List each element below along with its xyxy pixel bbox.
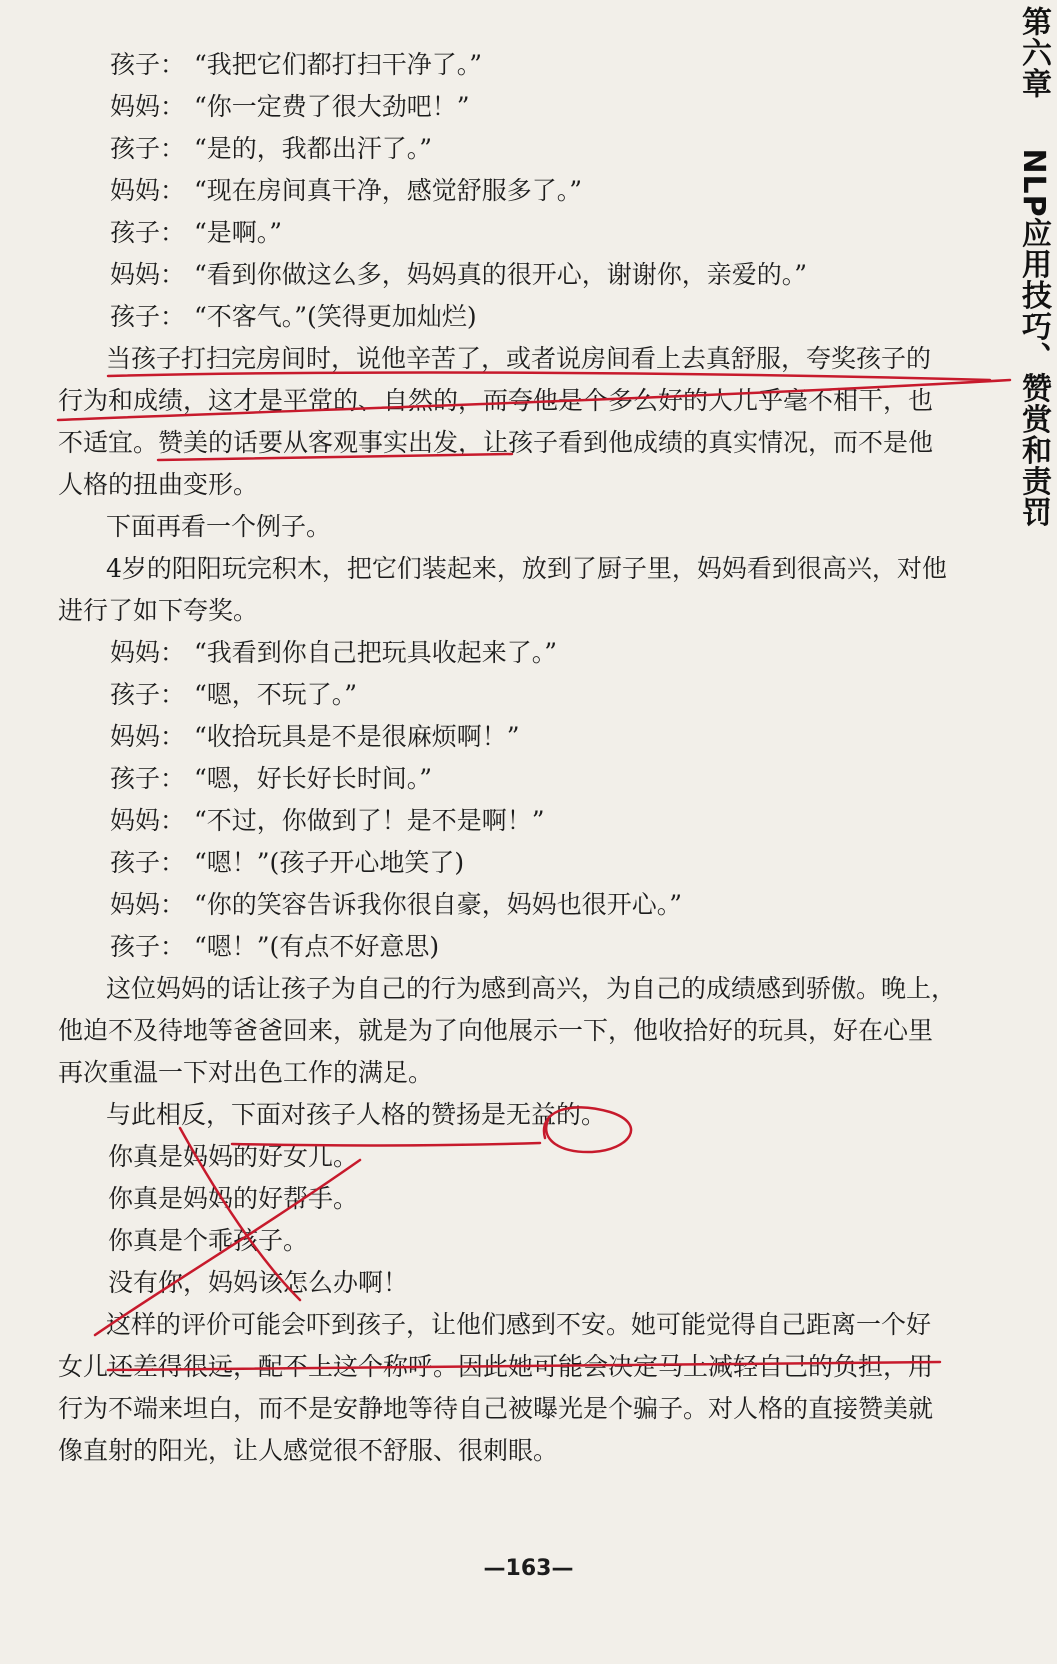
dialog-line bbox=[58, 884, 998, 926]
speaker: 妈妈： bbox=[110, 260, 186, 289]
paragraph-contrast bbox=[58, 1094, 998, 1136]
dialog-line bbox=[58, 170, 998, 212]
utterance: “我看到你自己把玩具收起来了。” bbox=[194, 638, 558, 667]
speaker: 孩子： bbox=[110, 932, 186, 961]
speaker: 孩子： bbox=[110, 302, 186, 331]
utterance: “你一定费了很大劲吧！” bbox=[194, 92, 470, 121]
speaker: 妈妈： bbox=[110, 890, 186, 919]
utterance: “是的，我都出汗了。” bbox=[194, 134, 433, 163]
dialog-line bbox=[58, 926, 998, 968]
speaker: 妈妈： bbox=[110, 806, 186, 835]
example-line: 你真是妈妈的好帮手。 bbox=[108, 1184, 359, 1213]
paragraph-line: 人格的扭曲变形。 bbox=[58, 470, 259, 499]
speaker: 孩子： bbox=[110, 50, 186, 79]
chapter-number: 第六章 bbox=[1016, 6, 1051, 99]
paragraph-line: 女儿还差得很远，配不上这个称呼。因此她可能会决定马上减轻自己的负担，用 bbox=[58, 1352, 934, 1381]
bad-praise-examples bbox=[58, 1136, 998, 1304]
dialog-line bbox=[58, 128, 998, 170]
dialog-line bbox=[58, 800, 998, 842]
utterance: “我把它们都打扫干净了。” bbox=[194, 50, 483, 79]
utterance: “嗯，不玩了。” bbox=[194, 680, 358, 709]
utterance: “收拾玩具是不是很麻烦啊！” bbox=[194, 722, 520, 751]
speaker: 孩子： bbox=[110, 218, 186, 247]
dialog-line bbox=[58, 44, 998, 86]
paragraph-praise-behavior bbox=[58, 338, 998, 506]
utterance: “嗯！”(孩子开心地笑了) bbox=[194, 848, 465, 877]
paragraph-mother-effect bbox=[58, 968, 998, 1094]
speaker: 妈妈： bbox=[110, 176, 186, 205]
paragraph-line: 与此相反，下面对孩子人格的赞扬是无益的。 bbox=[106, 1100, 607, 1129]
example-line: 你真是个乖孩子。 bbox=[108, 1226, 309, 1255]
speaker: 孩子： bbox=[110, 764, 186, 793]
utterance: “看到你做这么多，妈妈真的很开心，谢谢你，亲爱的。” bbox=[194, 260, 808, 289]
page-body bbox=[58, 44, 998, 1472]
utterance: “你的笑容告诉我你很自豪，妈妈也很开心。” bbox=[194, 890, 683, 919]
speaker: 妈妈： bbox=[110, 92, 186, 121]
dialog-line bbox=[58, 632, 998, 674]
dialog-line bbox=[58, 86, 998, 128]
paragraph-line: 他迫不及待地等爸爸回来，就是为了向他展示一下，他收拾好的玩具，好在心里 bbox=[58, 1016, 934, 1045]
speaker: 孩子： bbox=[110, 848, 186, 877]
chapter-title: NLP应用技巧、赞赏和责罚 bbox=[1016, 148, 1051, 528]
dialog-line bbox=[58, 254, 998, 296]
dialog-block-1 bbox=[58, 44, 998, 338]
paragraph-line: 进行了如下夸奖。 bbox=[58, 596, 259, 625]
paragraph-conclusion bbox=[58, 1304, 998, 1472]
example-line: 没有你，妈妈该怎么办啊！ bbox=[108, 1268, 409, 1297]
paragraph-line: 这位妈妈的话让孩子为自己的行为感到高兴，为自己的成绩感到骄傲。晚上， bbox=[106, 974, 957, 1003]
paragraph-yangyang bbox=[58, 548, 998, 632]
utterance: “嗯！”(有点不好意思) bbox=[194, 932, 440, 961]
paragraph-line: 不适宜。赞美的话要从客观事实出发，让孩子看到他成绩的真实情况，而不是他 bbox=[58, 428, 934, 457]
speaker: 孩子： bbox=[110, 680, 186, 709]
paragraph-line: 这样的评价可能会吓到孩子，让他们感到不安。她可能觉得自己距离一个好 bbox=[106, 1310, 932, 1339]
paragraph-line: 下面再看一个例子。 bbox=[106, 512, 332, 541]
dialog-line bbox=[58, 674, 998, 716]
speaker: 孩子： bbox=[110, 134, 186, 163]
page-number: —163— bbox=[483, 1556, 574, 1581]
paragraph-line: 当孩子打扫完房间时，说他辛苦了，或者说房间看上去真舒服，夸奖孩子的 bbox=[106, 344, 932, 373]
dialog-line bbox=[58, 212, 998, 254]
utterance: “不过，你做到了！是不是啊！” bbox=[194, 806, 545, 835]
chapter-side-header bbox=[1013, 6, 1053, 528]
utterance: “嗯，好长好长时间。” bbox=[194, 764, 433, 793]
paragraph-line: 4岁的阳阳玩完积木，把它们装起来，放到了厨子里，妈妈看到很高兴，对他 bbox=[106, 554, 947, 583]
utterance: “是啊。” bbox=[194, 218, 283, 247]
paragraph-line: 再次重温一下对出色工作的满足。 bbox=[58, 1058, 434, 1087]
paragraph-line: 行为和成绩，这才是平常的、自然的，而夸他是个多么好的人儿乎毫不相干，也 bbox=[58, 386, 934, 415]
example-line: 你真是妈妈的好女儿。 bbox=[108, 1142, 359, 1171]
paragraph-line: 像直射的阳光，让人感觉很不舒服、很刺眼。 bbox=[58, 1436, 559, 1465]
dialog-line bbox=[58, 758, 998, 800]
dialog-line bbox=[58, 296, 998, 338]
dialog-block-2 bbox=[58, 632, 998, 968]
dialog-line bbox=[58, 716, 998, 758]
utterance: “现在房间真干净，感觉舒服多了。” bbox=[194, 176, 583, 205]
speaker: 妈妈： bbox=[110, 638, 186, 667]
paragraph-next-example bbox=[58, 506, 998, 548]
utterance: “不客气。”(笑得更加灿烂) bbox=[194, 302, 477, 331]
paragraph-line: 行为不端来坦白，而不是安静地等待自己被曝光是个骗子。对人格的直接赞美就 bbox=[58, 1394, 934, 1423]
speaker: 妈妈： bbox=[110, 722, 186, 751]
dialog-line bbox=[58, 842, 998, 884]
